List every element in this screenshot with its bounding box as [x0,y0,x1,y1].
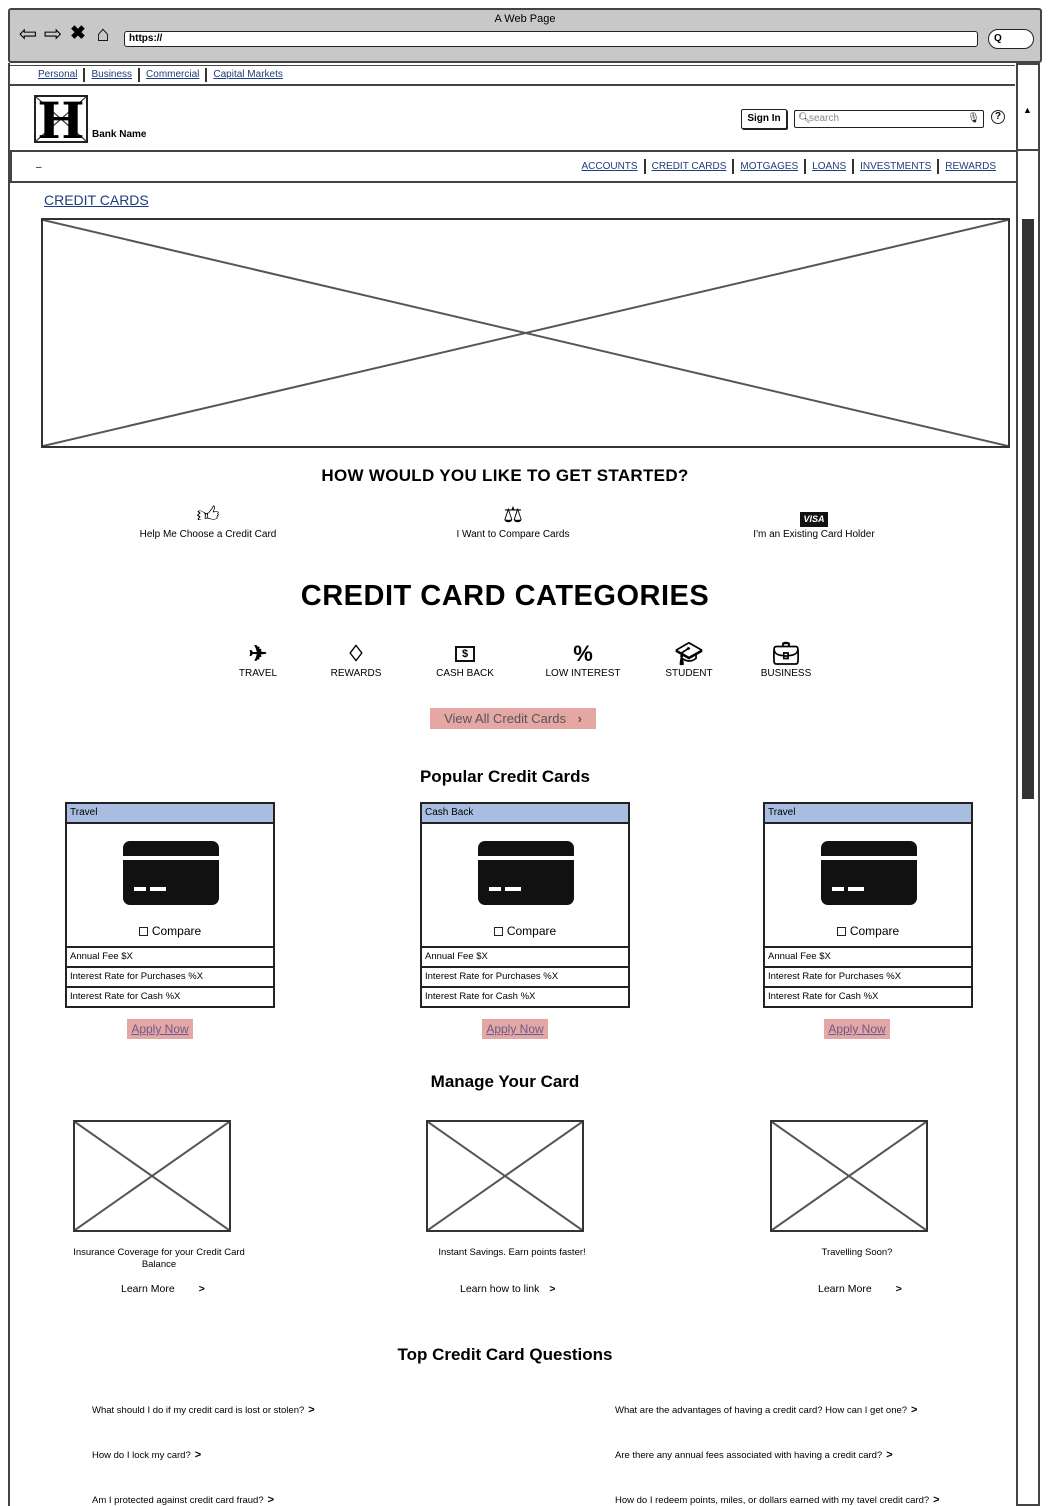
breadcrumb[interactable]: CREDIT CARDS [44,192,149,208]
manage-link-travel[interactable] [818,1283,902,1295]
card-annual-fee: Annual Fee $X [422,946,628,966]
chevron-right-icon: › [577,711,582,726]
view-all-label: View All Credit Cards [444,711,566,726]
search-input[interactable] [794,110,984,128]
plane-icon: ✈︎ [248,641,268,666]
card-cash-rate: Interest Rate for Cash %X [422,986,628,1006]
category-label: CASH BACK [436,668,494,679]
nav-mortgages[interactable]: MOTGAGES [734,159,806,174]
browser-chrome [8,8,1042,63]
faq-text: How do I redeem points, miles, or dollars earned with my tavel credit card? [615,1495,930,1506]
manage-image-placeholder [770,1120,928,1232]
apply-now-button[interactable]: Apply Now [127,1019,193,1039]
card-category: Travel [765,804,971,824]
checkbox-icon[interactable] [494,927,503,936]
manage-link-savings[interactable] [460,1283,556,1295]
starter-label: I Want to Compare Cards [456,529,570,540]
faq-text: What should I do if my credit card is lost or stolen? [92,1405,305,1416]
faq-text: Are there any annual fees associated with having a credit card? [615,1450,883,1461]
compare-label: Compare [151,924,202,938]
percent-icon: % [573,641,593,666]
segment-nav [10,65,1015,86]
popular-card [65,802,275,1008]
manage-image-placeholder [426,1120,584,1232]
card-purchase-rate: Interest Rate for Purchases %X [67,966,273,986]
chevron-right-icon: > [194,1449,202,1461]
faq-item[interactable] [92,1449,201,1461]
forward-icon[interactable]: ⇨ [43,21,63,46]
diamond-icon: ♢ [346,641,366,666]
briefcase-icon: 💼︎ [772,641,800,666]
categories-title: CREDIT CARD CATEGORIES [300,580,710,612]
visa-icon: VISA [800,512,827,527]
starter-label: I'm an Existing Card Holder [753,529,875,540]
main-nav [10,150,1018,183]
nav-dash: – [36,162,42,173]
manage-link-label: Learn More [818,1283,872,1295]
manage-image-placeholder [73,1120,231,1232]
nav-loans[interactable]: LOANS [806,159,854,174]
category-label: LOW INTEREST [545,668,621,679]
sign-in-button[interactable]: Sign In [741,109,787,129]
scroll-thumb[interactable] [1022,219,1034,799]
help-icon[interactable]: ? [991,110,1005,124]
compare-checkbox[interactable] [765,924,971,938]
checkbox-icon[interactable] [139,927,148,936]
chevron-right-icon: > [267,1494,275,1506]
segment-link-capital-markets[interactable]: Capital Markets [213,69,283,80]
credit-card-icon [123,841,219,905]
chevron-right-icon: > [911,1404,918,1416]
category-student[interactable] [644,642,734,679]
chevron-right-icon: > [198,1283,205,1295]
popular-card [763,802,973,1008]
scrollbar[interactable] [1016,63,1040,1506]
segment-link-business[interactable]: Business [85,68,140,82]
segment-link-personal[interactable]: Personal [32,68,85,82]
apply-now-button[interactable]: Apply Now [482,1019,548,1039]
manage-link-label: Learn how to link [460,1283,540,1295]
card-purchase-rate: Interest Rate for Purchases %X [422,966,628,986]
search-placeholder: search [809,113,840,124]
placeholder-cross [75,1122,229,1230]
card-annual-fee: Annual Fee $X [67,946,273,966]
category-cash-back[interactable] [420,642,510,679]
bank-name: Bank Name [92,129,147,140]
window-title: A Web Page [494,13,556,25]
compare-label: Compare [849,924,900,938]
scrollbar-divider [1018,149,1038,151]
microphone-icon[interactable]: 🎙︎ [967,113,980,124]
money-icon: $ [420,642,510,668]
category-label: TRAVEL [238,668,278,679]
back-icon[interactable]: ⇦ [18,21,38,46]
chevron-right-icon: > [886,1449,893,1461]
faq-item[interactable] [615,1404,917,1416]
faq-text: What are the advantages of having a credit card? How can I get one? [615,1405,908,1416]
category-rewards[interactable] [311,642,401,679]
compare-label: Compare [506,924,557,938]
placeholder-cross [428,1122,582,1230]
hero-image-placeholder [41,218,1010,448]
scroll-up-icon[interactable]: ▲ [1023,105,1032,115]
close-icon[interactable]: ✖ [70,23,86,44]
starter-help-choose[interactable] [128,503,288,540]
faq-text: How do I lock my card? [92,1450,191,1461]
browser-nav-buttons [18,23,113,45]
category-low-interest[interactable] [538,642,628,679]
category-label: BUSINESS [760,668,812,679]
category-travel[interactable] [213,642,303,679]
faq-item[interactable] [92,1494,274,1506]
browser-search-pill[interactable]: Q [988,29,1034,49]
scale-icon: ⚖︎ [503,502,523,527]
nav-investments[interactable]: INVESTMENTS [854,159,939,174]
faq-item[interactable] [615,1494,940,1506]
chevron-right-icon: > [933,1494,940,1506]
category-business[interactable] [741,642,831,679]
compare-checkbox[interactable] [67,924,273,938]
credit-card-icon [821,841,917,905]
starter-existing-holder[interactable] [733,503,895,540]
manage-link-label: Learn More [121,1283,175,1295]
manage-caption: Insurance Coverage for your Credit Card Balance [73,1247,245,1270]
nav-rewards[interactable]: REWARDS [945,161,996,172]
logo-letter: H [37,95,85,143]
starter-label: Help Me Choose a Credit Card [139,529,277,540]
card-annual-fee: Annual Fee $X [765,946,971,966]
faq-text: Am I protected against credit card fraud? [92,1495,264,1506]
card-category: Cash Back [422,804,628,824]
starter-compare[interactable] [433,503,593,540]
card-cash-rate: Interest Rate for Cash %X [67,986,273,1006]
chevron-right-icon: > [308,1404,315,1416]
faq-item[interactable] [615,1449,893,1461]
manage-link-insurance[interactable] [121,1283,205,1295]
card-cash-rate: Interest Rate for Cash %X [765,986,971,1006]
thumbs-up-icon: 👍︎ [196,502,220,527]
checkbox-icon[interactable] [837,927,846,936]
apply-now-button[interactable]: Apply Now [824,1019,890,1039]
logo[interactable] [34,95,88,143]
category-label: REWARDS [330,668,382,679]
chevron-right-icon: > [549,1283,556,1295]
view-all-cards-button[interactable] [430,708,596,729]
popular-cards-title: Popular Credit Cards [419,767,591,786]
hero-placeholder-cross [43,220,1008,446]
segment-link-commercial[interactable]: Commercial [140,68,207,82]
nav-accounts[interactable]: ACCOUNTS [575,159,645,174]
nav-credit-cards[interactable]: CREDIT CARDS [646,159,735,174]
card-category: Travel [67,804,273,824]
faq-item[interactable] [92,1404,315,1416]
compare-checkbox[interactable] [422,924,628,938]
manage-caption: Travelling Soon? [821,1247,893,1258]
category-label: STUDENT [665,668,713,679]
address-bar[interactable]: https:// [124,31,978,47]
search-icon: 🔍︎ [798,113,811,124]
card-purchase-rate: Interest Rate for Purchases %X [765,966,971,986]
questions-title: Top Credit Card Questions [397,1345,613,1364]
manage-card-title: Manage Your Card [430,1072,580,1091]
home-icon[interactable]: ⌂ [96,21,110,46]
manage-caption: Instant Savings. Earn points faster! [438,1247,586,1258]
popular-card [420,802,630,1008]
graduation-cap-icon: 🎓︎ [675,641,703,666]
chevron-right-icon: > [895,1283,902,1295]
credit-card-icon [478,841,574,905]
placeholder-cross [772,1122,926,1230]
get-started-title: HOW WOULD YOU LIKE TO GET STARTED? [321,466,689,485]
